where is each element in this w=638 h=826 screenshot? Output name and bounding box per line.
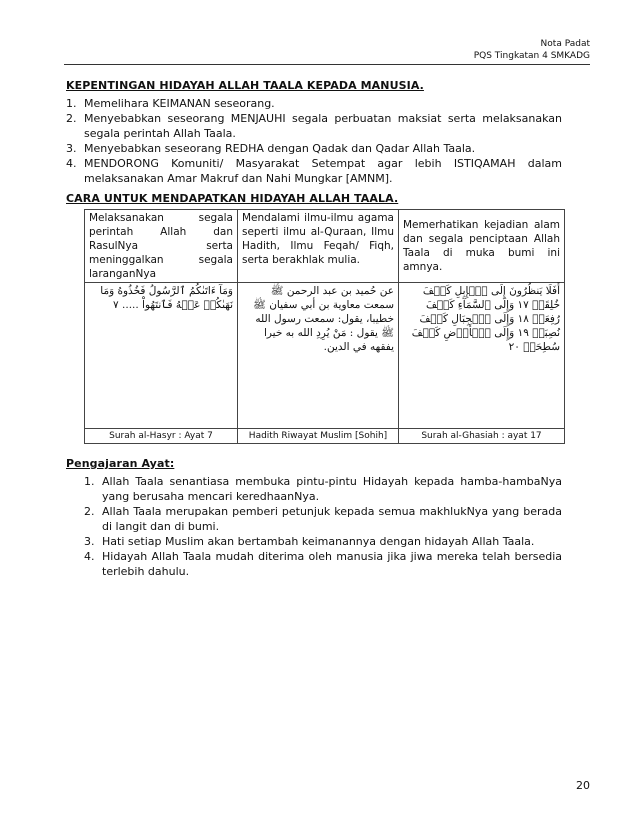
- method-text-3: Memerhatikan kejadian alam dan segala penciptaan Allah Taala di muka bumi ini amnya.: [399, 210, 565, 283]
- list-item: 4. MENDORONG Komuniti/ Masyarakat Setempat agar lebih ISTIQAMAH dalam melaksanakan Amar Makruf dan Nahi Mungkar [AMNM].: [66, 157, 562, 185]
- header-note-title: Nota Padat: [540, 39, 590, 49]
- section2-title: CARA UNTUK MENDAPATKAN HIDAYAH ALLAH TAALA.: [66, 192, 399, 205]
- page-number: 20: [576, 779, 590, 792]
- section3-list: [84, 474, 562, 579]
- section1-title: KEPENTINGAN HIDAYAH ALLAH TAALA KEPADA MANUSIA.: [66, 79, 424, 92]
- section3-title: Pengajaran Ayat:: [66, 457, 175, 470]
- table-row: [85, 429, 565, 444]
- hadith-text: عن حُميد بن عبد الرحمن ﷺ سمعت معاوية بن أبي سفيان ﷺ خطيبا، يقول: سمعت رسول الله ﷺ يقول : مَنْ يُرِدِ الله به خيرا يفقهه في الدين.: [238, 283, 399, 429]
- quran-verse-hasyr: وَمَآ ءَاتَىٰكُمُ ٱلرَّسُولُ فَخُذُوهُ وَمَا نَهَىٰكُمۡ عَنۡهُ فَٱنتَهُواْ ..... ٧: [85, 283, 238, 429]
- source-hadith: Hadith Riwayat Muslim [Sohih]: [238, 429, 399, 444]
- source-ghasiah: Surah al-Ghasiah : ayat 17: [399, 429, 565, 444]
- table-row: [85, 210, 565, 283]
- table-row: [85, 283, 565, 429]
- section1-list: [66, 96, 562, 186]
- method-text-2: Mendalami ilmu-ilmu agama seperti ilmu al-Quraan, Ilmu Hadith, Ilmu Feqah/ Fiqh, serta berakhlak mulia.: [238, 210, 399, 283]
- method-text-1: Melaksanakan segala perintah Allah dan RasulNya serta meninggalkan segala laranganNya: [85, 210, 238, 283]
- list-item: 1. Allah Taala senantiasa membuka pintu-pintu Hidayah kepada hamba-hambaNya yang berusaha mencari keredhaanNya.: [84, 475, 562, 503]
- header-divider: [64, 64, 590, 65]
- source-hasyr: Surah al-Hasyr : Ayat 7: [85, 429, 238, 444]
- list-item: 1. Memelihara KEIMANAN seseorang.: [66, 97, 275, 110]
- list-item: 4. Hidayah Allah Taala mudah diterima oleh manusia jika jiwa mereka telah bersedia terlebih dahulu.: [84, 550, 562, 578]
- list-item: 2. Menyebabkan seseorang MENJAUHI segala perbuatan maksiat serta melaksanakan segala perintah Allah Taala.: [66, 112, 562, 140]
- list-item: 3. Menyebabkan seseorang REDHA dengan Qadak dan Qadar Allah Taala.: [66, 142, 476, 155]
- header-subject: PQS Tingkatan 4 SMKADG: [473, 51, 590, 61]
- list-item: 2. Allah Taala merupakan pemberi petunjuk kepada semua makhlukNya yang berada di langit dan di bumi.: [84, 505, 562, 533]
- list-item: 3. Hati setiap Muslim akan bertambah keimanannya dengan hidayah Allah Taala.: [84, 535, 535, 548]
- page-header: [474, 38, 590, 62]
- quran-verse-ghasiah: أَفَلَا يَنظُرُونَ إِلَى ٱلۡإِبِلِ كَيۡفَ خُلِقَتۡ ١٧ وَإِلَى ٱلسَّمَآءِ كَيۡفَ رُفِعَتۡ ١٨ وَإِلَى ٱلۡجِبَالِ كَيۡفَ نُصِبَتۡ ١٩ وَإِلَى ٱلۡأَرۡضِ كَيۡفَ سُطِحَتۡ ٢٠: [399, 283, 565, 429]
- hidayah-table: [84, 209, 565, 444]
